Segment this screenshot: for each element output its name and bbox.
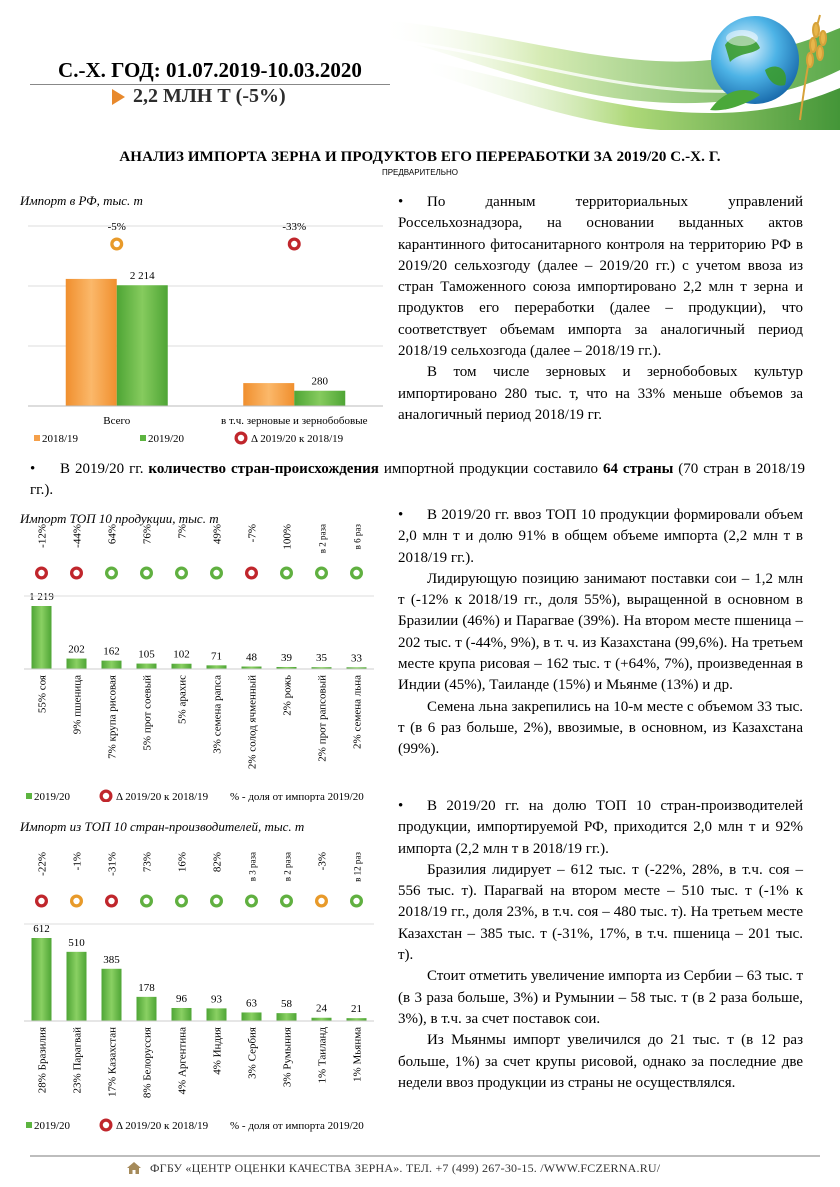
text-run: В 2019/20 гг. bbox=[60, 461, 149, 477]
change-marker-center bbox=[318, 570, 324, 576]
change-marker-center bbox=[73, 898, 79, 904]
footer-contacts: ФГБУ «ЦЕНТР ОЦЕНКИ КАЧЕСТВА ЗЕРНА». ТЕЛ. +7 (499) 267-30-15. /WWW.FCZERNA.RU/ bbox=[150, 1161, 661, 1175]
change-label: -5% bbox=[107, 221, 126, 233]
change-marker-center bbox=[238, 435, 244, 441]
text-block-top10-products bbox=[398, 505, 803, 761]
change-marker-center bbox=[143, 570, 149, 576]
category-label: 5% арахис bbox=[176, 675, 189, 724]
change-marker-center bbox=[38, 898, 44, 904]
legend-label: 2019/20 bbox=[34, 791, 71, 802]
change-marker-center bbox=[353, 898, 359, 904]
paragraph: • В 2019/20 гг. на долю ТОП 10 стран-производителей продукции, импортируемой РФ, приходится 2,0 млн т и 92% импорта (2,2 млн т в 2018/19 гг.). bbox=[398, 796, 803, 860]
data-label: 21 bbox=[351, 1003, 362, 1016]
change-label: в 2 раза bbox=[317, 524, 328, 554]
category-label: 3% Сербия bbox=[246, 1027, 259, 1079]
text-block-top10-countries bbox=[398, 796, 803, 1094]
data-label: 178 bbox=[138, 981, 155, 994]
chart3-title: Импорт из ТОП 10 стран-производителей, тыс. т bbox=[20, 819, 305, 834]
data-label: 105 bbox=[138, 648, 155, 661]
paragraph: • По данным территориальных управлений Россельхознадзора, на основании выданных актов карантинного фитосанитарного контроля на территорию РФ в 2019/20 сельхозгоду (далее – 2019/20 гг.) с учетом ввоза из стран Таможенного союза импортировано 2,2 млн т зерна и продуктов его переработки (далее – продукции), что соответствует объемам импорта за аналогичный период 2018/19 сельхозгода (далее – 2018/19 гг.). bbox=[398, 192, 803, 362]
footer-divider bbox=[30, 1155, 820, 1157]
category-label: 3% Румыния bbox=[281, 1027, 294, 1088]
change-marker-center bbox=[103, 793, 109, 799]
change-marker-center bbox=[291, 241, 297, 247]
change-marker-center bbox=[108, 570, 114, 576]
category-label: 8% Белоруссия bbox=[141, 1027, 154, 1099]
legend-swatch-2019-20 bbox=[26, 793, 32, 799]
change-label: 64% bbox=[106, 524, 119, 545]
legend-label: 2019/20 bbox=[34, 1120, 71, 1132]
change-label: в 6 раз bbox=[352, 524, 363, 550]
data-bar bbox=[242, 1012, 262, 1021]
category-label: 2% солод ячменный bbox=[246, 675, 259, 770]
change-marker-center bbox=[248, 898, 254, 904]
paragraph: Семена льна закрепились на 10-м месте с объемом 33 тыс. т (в 6 раз больше, 2%), ввозимые, в основном, из Казахстана (99%). bbox=[398, 698, 803, 758]
data-bar bbox=[67, 952, 87, 1021]
data-bar bbox=[67, 659, 87, 669]
change-label: -33% bbox=[282, 221, 307, 233]
change-marker-center bbox=[108, 898, 114, 904]
category-label: 17% Казахстан bbox=[106, 1027, 119, 1097]
text-block-import-overview bbox=[398, 192, 803, 426]
data-label: 102 bbox=[173, 648, 190, 661]
data-label: 24 bbox=[316, 1002, 327, 1015]
change-marker-center bbox=[178, 898, 184, 904]
countries-origin-note: • В 2019/20 гг. количество стран-происхождения импортной продукции составило 64 страны (70 стран в 2018/19 гг.). bbox=[30, 461, 805, 499]
legend-label: % - доля от импорта 2019/20 bbox=[230, 1120, 364, 1132]
paragraph: Стоит отметить увеличение импорта из Сербии – 63 тыс. т (в 3 раза больше, 3%) и Румынии – 58 тыс. т (в 2 раза больше, 3%), в т.ч. за счет поставок сои. bbox=[398, 968, 803, 1027]
data-bar bbox=[102, 661, 122, 669]
category-label: 9% пшеница bbox=[71, 675, 84, 735]
change-marker-center bbox=[178, 570, 184, 576]
change-label: 73% bbox=[141, 852, 154, 873]
data-bar bbox=[102, 969, 122, 1021]
change-label: в 12 раз bbox=[352, 852, 363, 882]
chart-top10-countries bbox=[18, 850, 390, 1140]
change-marker-center bbox=[318, 898, 324, 904]
bar-2018-19 bbox=[66, 279, 117, 406]
change-label: -7% bbox=[246, 524, 259, 543]
category-label: 55% соя bbox=[36, 675, 49, 714]
chart-import-rf bbox=[20, 210, 390, 468]
change-marker-center bbox=[103, 1122, 109, 1128]
legend-swatch-2018-19 bbox=[34, 435, 40, 441]
data-label: 510 bbox=[68, 936, 85, 949]
data-bar bbox=[207, 1008, 227, 1021]
change-label: 16% bbox=[176, 852, 189, 873]
data-label: 63 bbox=[246, 997, 257, 1010]
text-run-bold: количество стран-происхождения bbox=[148, 461, 379, 477]
data-label: 202 bbox=[68, 643, 85, 656]
category-label: 3% семена рапса bbox=[211, 675, 224, 754]
paragraph: Лидирующую позицию занимают поставки сои – 1,2 млн т (-12% к 2018/19 гг., доля 55%), выращенной в основном в Бразилии (46%) и Парагвае (39%). На втором месте пшеница – 202 тыс. т (-44%, 9%), в т. ч. из Казахстана (99,6%). На третьем месте крупа рисовая – 162 тыс. т (+64%, 7%), произведенная в Индии (45%), Таиланде (15%) и Мьянме (13%) и др. bbox=[398, 570, 803, 694]
category-label: 4% Индия bbox=[211, 1027, 224, 1075]
data-bar bbox=[32, 606, 52, 669]
change-marker-center bbox=[213, 570, 219, 576]
change-label: -3% bbox=[316, 852, 329, 871]
chart1-title: Импорт в РФ, тыс. т bbox=[20, 193, 143, 208]
legend-label: 2019/20 bbox=[148, 433, 185, 445]
bar-2019-20 bbox=[294, 391, 345, 406]
page-title: АНАЛИЗ ИМПОРТА ЗЕРНА И ПРОДУКТОВ ЕГО ПЕРЕРАБОТКИ ЗА 2019/20 С.-Х. Г. bbox=[119, 149, 721, 165]
change-label: -31% bbox=[106, 852, 119, 876]
category-label: 23% Парагвай bbox=[71, 1027, 84, 1094]
change-marker-center bbox=[283, 570, 289, 576]
change-label: -44% bbox=[71, 524, 84, 548]
paragraph: • В 2019/20 гг. ввоз ТОП 10 продукции формировали объем 2,0 млн т и долю 91% в общем объеме импорта (2,2 млн т в 2018/19 гг.). bbox=[398, 505, 803, 569]
change-label: в 3 раза bbox=[247, 852, 258, 882]
category-label: 1% Мьянма bbox=[351, 1027, 364, 1082]
change-label: в 2 раза bbox=[282, 852, 293, 882]
change-marker-center bbox=[213, 898, 219, 904]
legend-label: 2018/19 bbox=[42, 433, 79, 445]
change-label: -12% bbox=[36, 524, 49, 548]
change-label: 76% bbox=[141, 524, 154, 545]
legend-label: Δ 2019/20 к 2018/19 bbox=[116, 1120, 209, 1132]
report-period-title: С.-Х. ГОД: 01.07.2019-10.03.2020 bbox=[58, 58, 362, 82]
legend-label: % - доля от импорта 2019/20 bbox=[230, 791, 364, 802]
category-label: 28% Бразилия bbox=[36, 1027, 49, 1094]
category-label: Всего bbox=[103, 415, 131, 427]
change-marker-center bbox=[114, 241, 120, 247]
category-label: 2% семена льна bbox=[351, 675, 364, 749]
import-total-summary: 2,2 МЛН Т (-5%) bbox=[133, 85, 286, 107]
bar-2019-20 bbox=[117, 285, 168, 406]
data-bar bbox=[32, 938, 52, 1021]
change-marker-center bbox=[143, 898, 149, 904]
home-icon bbox=[126, 1161, 142, 1175]
data-bar bbox=[207, 665, 227, 669]
category-label: в т.ч. зерновые и зернобобовые bbox=[221, 415, 368, 427]
bar-2018-19 bbox=[243, 383, 294, 406]
change-label: -1% bbox=[71, 852, 84, 871]
change-label: 49% bbox=[211, 524, 224, 545]
paragraph: Бразилия лидирует – 612 тыс. т (-22%, 28%, в т.ч. соя – 556 тыс. т). Парагвай на втором месте – 510 тыс. т (-1% к 2018/19 гг., доля 23%, в т.ч. соя – 480 тыс. т). На третьем месте Казахстан – 385 тыс. т (-31%, 17%, в т.ч. пшеница – 201 тыс. т). bbox=[398, 861, 803, 964]
change-marker-center bbox=[353, 570, 359, 576]
arrow-right-icon bbox=[112, 89, 125, 105]
change-label: 7% bbox=[176, 524, 189, 539]
category-label: 4% Аргентина bbox=[176, 1027, 189, 1095]
change-marker-center bbox=[283, 898, 289, 904]
header-decoration bbox=[380, 0, 840, 130]
text-run-bold: 64 страны bbox=[602, 461, 674, 477]
legend-label: Δ 2019/20 к 2018/19 bbox=[116, 791, 209, 802]
legend-label: Δ 2019/20 к 2018/19 bbox=[251, 433, 344, 445]
chart-top10-products bbox=[18, 522, 390, 802]
data-label: 162 bbox=[103, 645, 120, 658]
change-label: 100% bbox=[281, 524, 294, 550]
data-label: 2 214 bbox=[129, 270, 155, 283]
data-bar bbox=[172, 664, 192, 669]
data-label: 33 bbox=[351, 652, 362, 665]
text-run: (70 стран в 2018/19 гг.). bbox=[30, 461, 805, 499]
data-label: 612 bbox=[33, 923, 50, 935]
category-label: 2% рожь bbox=[281, 675, 294, 716]
data-bar bbox=[277, 1013, 297, 1021]
category-label: 1% Таиланд bbox=[316, 1027, 329, 1084]
paragraph: В том числе зерновых и зернобобовых культур импортировано 280 тыс. т, что на 33% меньше объемов за аналогичный период 2018/19 гг. bbox=[398, 364, 803, 423]
category-label: 7% крупа рисовая bbox=[106, 675, 119, 759]
change-label: 82% bbox=[211, 852, 224, 873]
legend-swatch-2019-20 bbox=[140, 435, 146, 441]
paragraph: Из Мьянмы импорт увеличился до 21 тыс. т (в 12 раз больше, 1%) за счет крупы рисовой, однако за последние две недели ввоз продукции из страны не осуществлялся. bbox=[398, 1032, 803, 1091]
data-label: 280 bbox=[311, 375, 328, 388]
data-label: 35 bbox=[316, 652, 327, 665]
data-label: 96 bbox=[176, 992, 187, 1005]
data-bar bbox=[172, 1008, 192, 1021]
change-label: -22% bbox=[36, 852, 49, 876]
globe-wheat-logo bbox=[711, 16, 799, 104]
data-label: 385 bbox=[103, 953, 120, 966]
data-label: 39 bbox=[281, 651, 292, 664]
data-label: 58 bbox=[281, 998, 292, 1011]
change-marker-center bbox=[248, 570, 254, 576]
data-label: 48 bbox=[246, 651, 257, 664]
change-marker-center bbox=[38, 570, 44, 576]
data-label: 1 219 bbox=[29, 591, 54, 603]
data-label: 71 bbox=[211, 650, 222, 663]
category-label: 5% прот соевый bbox=[141, 675, 154, 751]
data-bar bbox=[137, 997, 157, 1021]
data-bar bbox=[137, 664, 157, 669]
chart2-title: Импорт ТОП 10 продукции, тыс. т bbox=[20, 511, 219, 526]
text-run: импортной продукции составило bbox=[378, 461, 603, 477]
category-label: 2% прот рапсовый bbox=[316, 675, 329, 762]
data-label: 93 bbox=[211, 993, 222, 1006]
preliminary-note: ПРЕДВАРИТЕЛЬНО bbox=[381, 168, 459, 177]
legend-swatch-2019-20 bbox=[26, 1122, 32, 1128]
change-marker-center bbox=[73, 570, 79, 576]
